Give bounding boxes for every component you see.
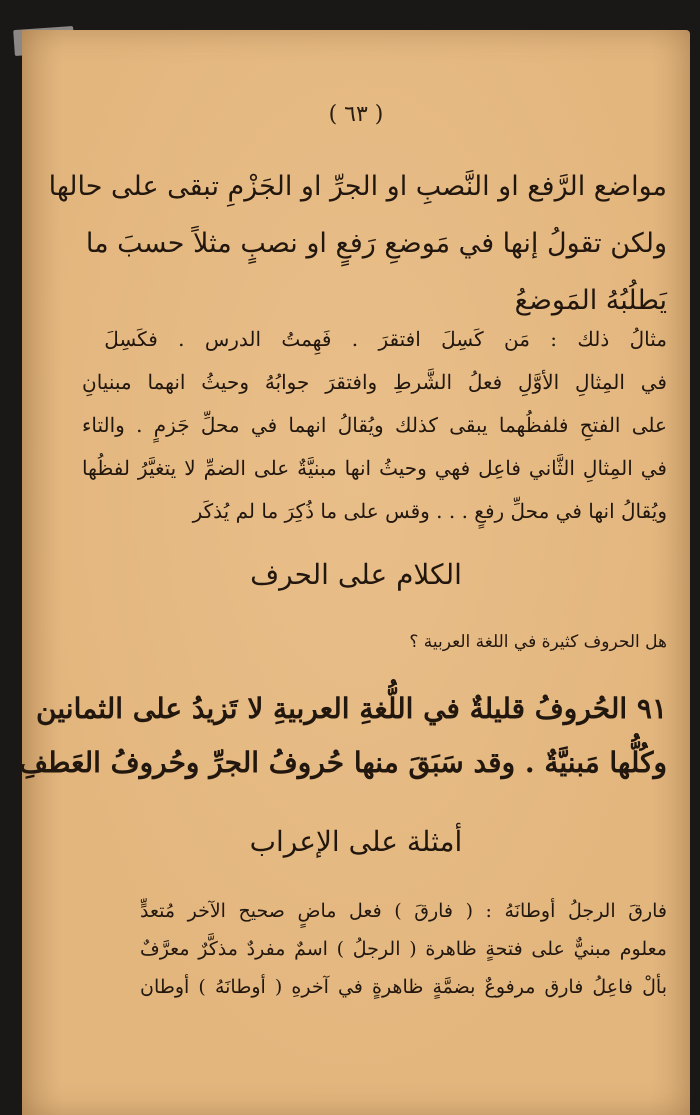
text-line: ويُقالُ انها في محلِّ رفعٍ . . . وقس على ما ذُكِرَ ما لم يُذكَر	[192, 499, 667, 523]
text-line: يَطلُبُهُ المَوضعُ	[514, 285, 667, 316]
text-line: ولكن تقولُ إنها في مَوضعِ رَفعٍ او نصبٍ مثلاً حسبَ ما	[85, 228, 667, 259]
text-line: مواضع الرَّفع او النَّصبِ او الجرِّ او الجَزْمِ تبقى على حالها	[48, 171, 667, 202]
section-heading-letters: الكلام على الحرف	[250, 558, 462, 591]
text-line: على الفتحِ فلفظُهما يبقى كذلك ويُقالُ انهما في محلِّ جَزمٍ . والتاء	[82, 413, 667, 437]
text-line: معلوم مبنيٌّ على فتحةٍ ظاهرة ( الرجلُ ) اسمٌ مفردٌ مذكَّرٌ معرَّفٌ	[140, 938, 667, 960]
text-line: فارقَ الرجلُ أوطانَهُ : ( فارقَ ) فعل ماضٍ صحيح الآخر مُتعدٍّ	[140, 900, 667, 922]
book-page	[19, 30, 690, 1115]
text-line: ٩١ الحُروفُ قليلةٌ في اللُّغةِ العربيةِ لا تَزيدُ على الثمانين	[36, 692, 667, 725]
text-line: مثالُ ذلك : مَن كَسِلَ افتقرَ . فَهِمتُ الدرس . فكَسِلَ	[104, 327, 667, 351]
paragraph-parsing	[140, 892, 667, 1006]
text-line: بألْ فاعِلُ فارق مرفوعٌ بضمَّةٍ ظاهرةٍ في آخرهِ ( أوطانَهُ ) أوطان	[140, 976, 667, 998]
text-line: في المِثالِ الأوَّلِ فعلُ الشَّرطِ وافتقرَ جوابُهُ وحيثُ انهما مبنيانِ	[82, 370, 667, 394]
paragraph-example	[82, 318, 667, 533]
paragraph-grammar-positions	[48, 158, 667, 329]
text-line: وكُلُّها مَبنيَّةٌ . وقد سَبَقَ منها حُروفُ الجرِّ وحُروفُ العَطفِ	[19, 746, 667, 779]
question-line: هل الحروف كثيرة في اللغة العربية ؟	[409, 632, 667, 652]
text-line: في المِثالِ الثَّاني فاعِل فهي وحيثُ انها مبنيَّةٌ على الضمِّ لا يتغيَّرُ لفظُها	[82, 456, 667, 480]
section-heading-parsing-examples: أمثلة على الإعراب	[249, 825, 463, 858]
paragraph-rule-91	[19, 682, 667, 790]
page-number: ( ٦٣ )	[328, 102, 384, 127]
